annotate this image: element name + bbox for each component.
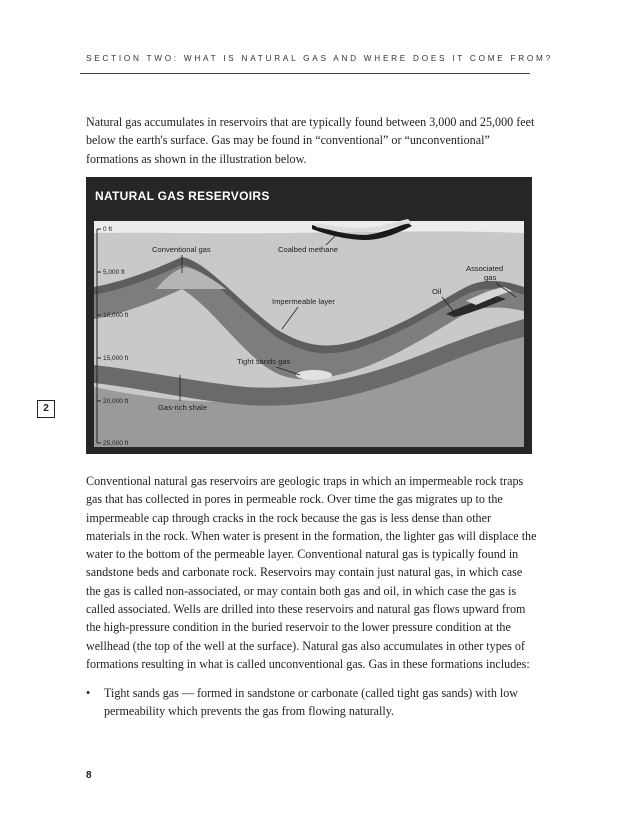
bullet-list <box>86 684 538 721</box>
bullet-symbol: • <box>86 686 91 700</box>
depth-label: 20,000 ft <box>103 398 129 405</box>
label-tight-sands-gas: Tight sands gas <box>237 357 291 366</box>
reservoir-diagram <box>86 177 532 454</box>
section-header: SECTION TWO: WHAT IS NATURAL GAS AND WHERE DOES IT COME FROM? <box>86 54 553 63</box>
depth-label: 0 ft <box>103 226 113 233</box>
figure-title: NATURAL GAS RESERVOIRS <box>95 189 270 203</box>
page-number: 8 <box>86 770 92 781</box>
bullet-text: Tight sands gas — formed in sandstone or carbonate (called tight gas sands) with low permeability which prevents the gas from flowing naturally. <box>104 686 519 719</box>
label-associated-gas-2: gas <box>484 273 497 282</box>
list-item <box>86 684 538 721</box>
depth-label: 25,000 ft <box>103 440 129 447</box>
depth-label: 5,000 ft <box>103 269 125 276</box>
label-conventional-gas: Conventional gas <box>152 245 211 254</box>
label-gas-rich-shale: Gas-rich shale <box>158 403 207 412</box>
depth-label: 10,000 ft <box>103 312 129 319</box>
natural-gas-reservoirs-figure <box>86 177 532 454</box>
chapter-tab: 2 <box>37 400 55 418</box>
tight-sands-pocket <box>296 370 332 380</box>
label-coalbed-methane: Coalbed methane <box>278 245 338 254</box>
intro-paragraph: Natural gas accumulates in reservoirs that are typically found between 3,000 and 25,000 feet below the earth's surface. Gas may be found in “conventional” or “unconventional” formations as shown in the illustration below. <box>86 115 535 166</box>
label-impermeable-layer: Impermeable layer <box>272 297 335 306</box>
label-oil: Oil <box>432 287 442 296</box>
label-associated-gas-1: Associated <box>466 264 504 273</box>
main-paragraph: Conventional natural gas reservoirs are geologic traps in which an impermeable rock traps gas that has collected in pores in permeable rock. Over time the gas migrates up to the impermeable cap through cracks in the rock because the gas is less dense than other materials in the rock. When water is present in the formation, the lighter gas will displace the water to the bottom of the permeable layer. Conventional natural gas is typically found in sandstone beds and carbonate rock. Reservoirs may contain just natural gas, in which case the gas is called non-associated, or may contain both gas and oil, in which case the gas is called associated. Wells are drilled into these reservoirs and natural gas flows upward from the high-pressure condition in the buried reservoir to the lower pressure condition at the wellhead (the top of the well at the surface). Natural gas also accumulates in other types of formations resulting in what is called unconventional gas. Gas in these formations includes: <box>86 474 537 671</box>
header-rule <box>80 73 530 74</box>
surface-band <box>94 221 524 233</box>
depth-label: 15,000 ft <box>103 355 129 362</box>
